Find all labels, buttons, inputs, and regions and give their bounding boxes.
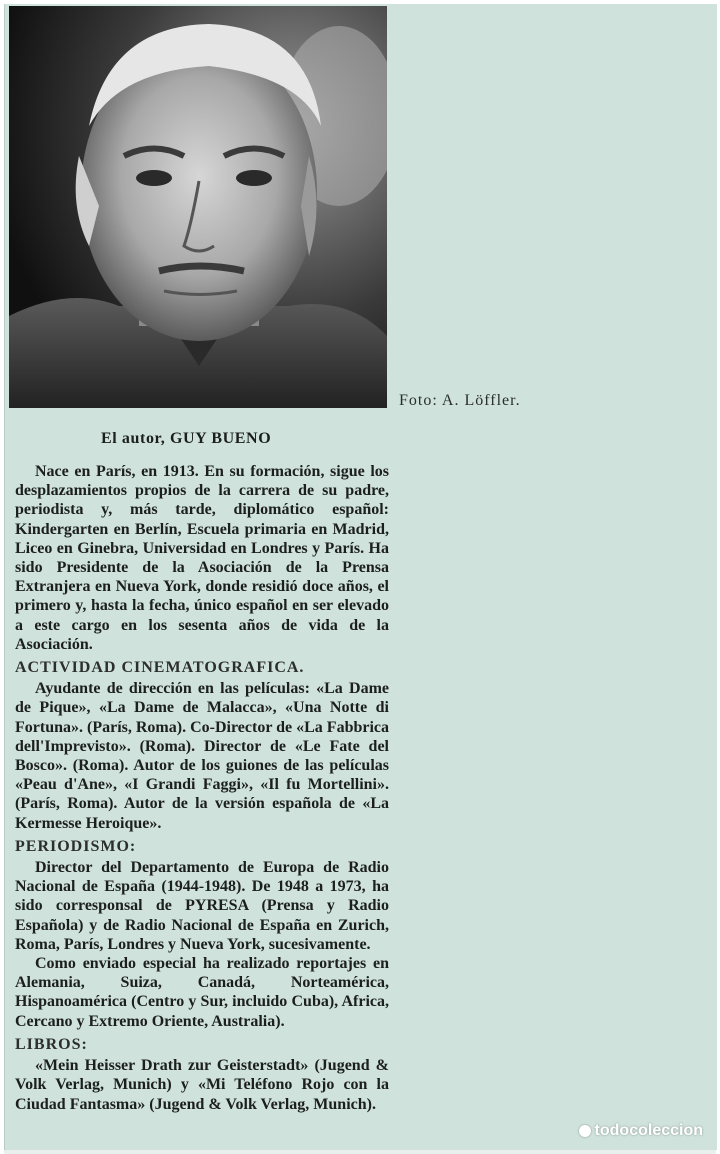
section-heading-cinema: ACTIVIDAD CINEMATOGRAFICA. [15, 659, 305, 677]
books-paragraph: «Mein Heisser Drath zur Geisterstadt» (Jugend & Volk Verlag, Munich) y «Mi Teléfono Rojo con la Ciudad Fantasma» (Jugend & Volk Verlag, Munich). [15, 1057, 389, 1113]
author-line: El autor, GUY BUENO [101, 430, 272, 447]
biography [15, 462, 389, 1114]
journalism-paragraph-1: Director del Departamento de Europa de Radio Nacional de España (1944-1948). De 1948 a 1973, ha sido corresponsal de PYRESA (Prensa y Radio Española) y de Radio Nacional de España en Zurich, Roma, París, Londres y Nueva York, sucesivamente. [15, 859, 389, 953]
author-photo [9, 6, 387, 408]
section-heading-journalism: PERIODISMO: [15, 837, 137, 855]
journalism-paragraph-2: Como enviado especial ha realizado reportajes en Alemania, Suiza, Canadá, Norteamérica, Hispanoamérica (Centro y Sur, incluido Cuba), Africa, Cercano y Extremo Oriente, Australia). [15, 955, 389, 1030]
cinema-paragraph: Ayudante de dirección en las películas: «La Dame de Pique», «La Dame de Malacca», «Una Notte di Fortuna». (París, Roma). Co-Director de «La Fabbrica dell'Imprevisto». (Roma). Director de «Le Fate del Bosco». (Roma). Autor de los guiones de las películas «Peau d'Ane», «I Grandi Faggi», «Il fu Mortellini». (París, Roma). Autor de la versión española de «La Kermesse Heroique». [15, 680, 390, 832]
watermark-logo-icon [579, 1125, 591, 1137]
book-back-cover [4, 4, 717, 1150]
section-heading-books: LIBROS: [15, 1035, 88, 1053]
photo-credit: Foto: A. Löffler. [399, 392, 521, 409]
bio-paragraph: Nace en París, en 1913. En su formación, sigue los desplazamientos propios de la carrera de su padre, periodista y, más tarde, diplomático español: Kindergarten en Berlín, Escuela primaria en Madrid, Liceo en Ginebra, Universidad en Londres y París. Ha sido Presidente de la Asociación de la Prensa Extranjera en Nueva York, donde residió doce años, el primero y, hasta la fecha, único español en ser elevado a este cargo en los sesenta años de vida de la Asociación. [15, 463, 389, 653]
watermark [579, 1122, 703, 1140]
page-edge [4, 1150, 716, 1154]
watermark-text: todocoleccion [594, 1122, 703, 1139]
